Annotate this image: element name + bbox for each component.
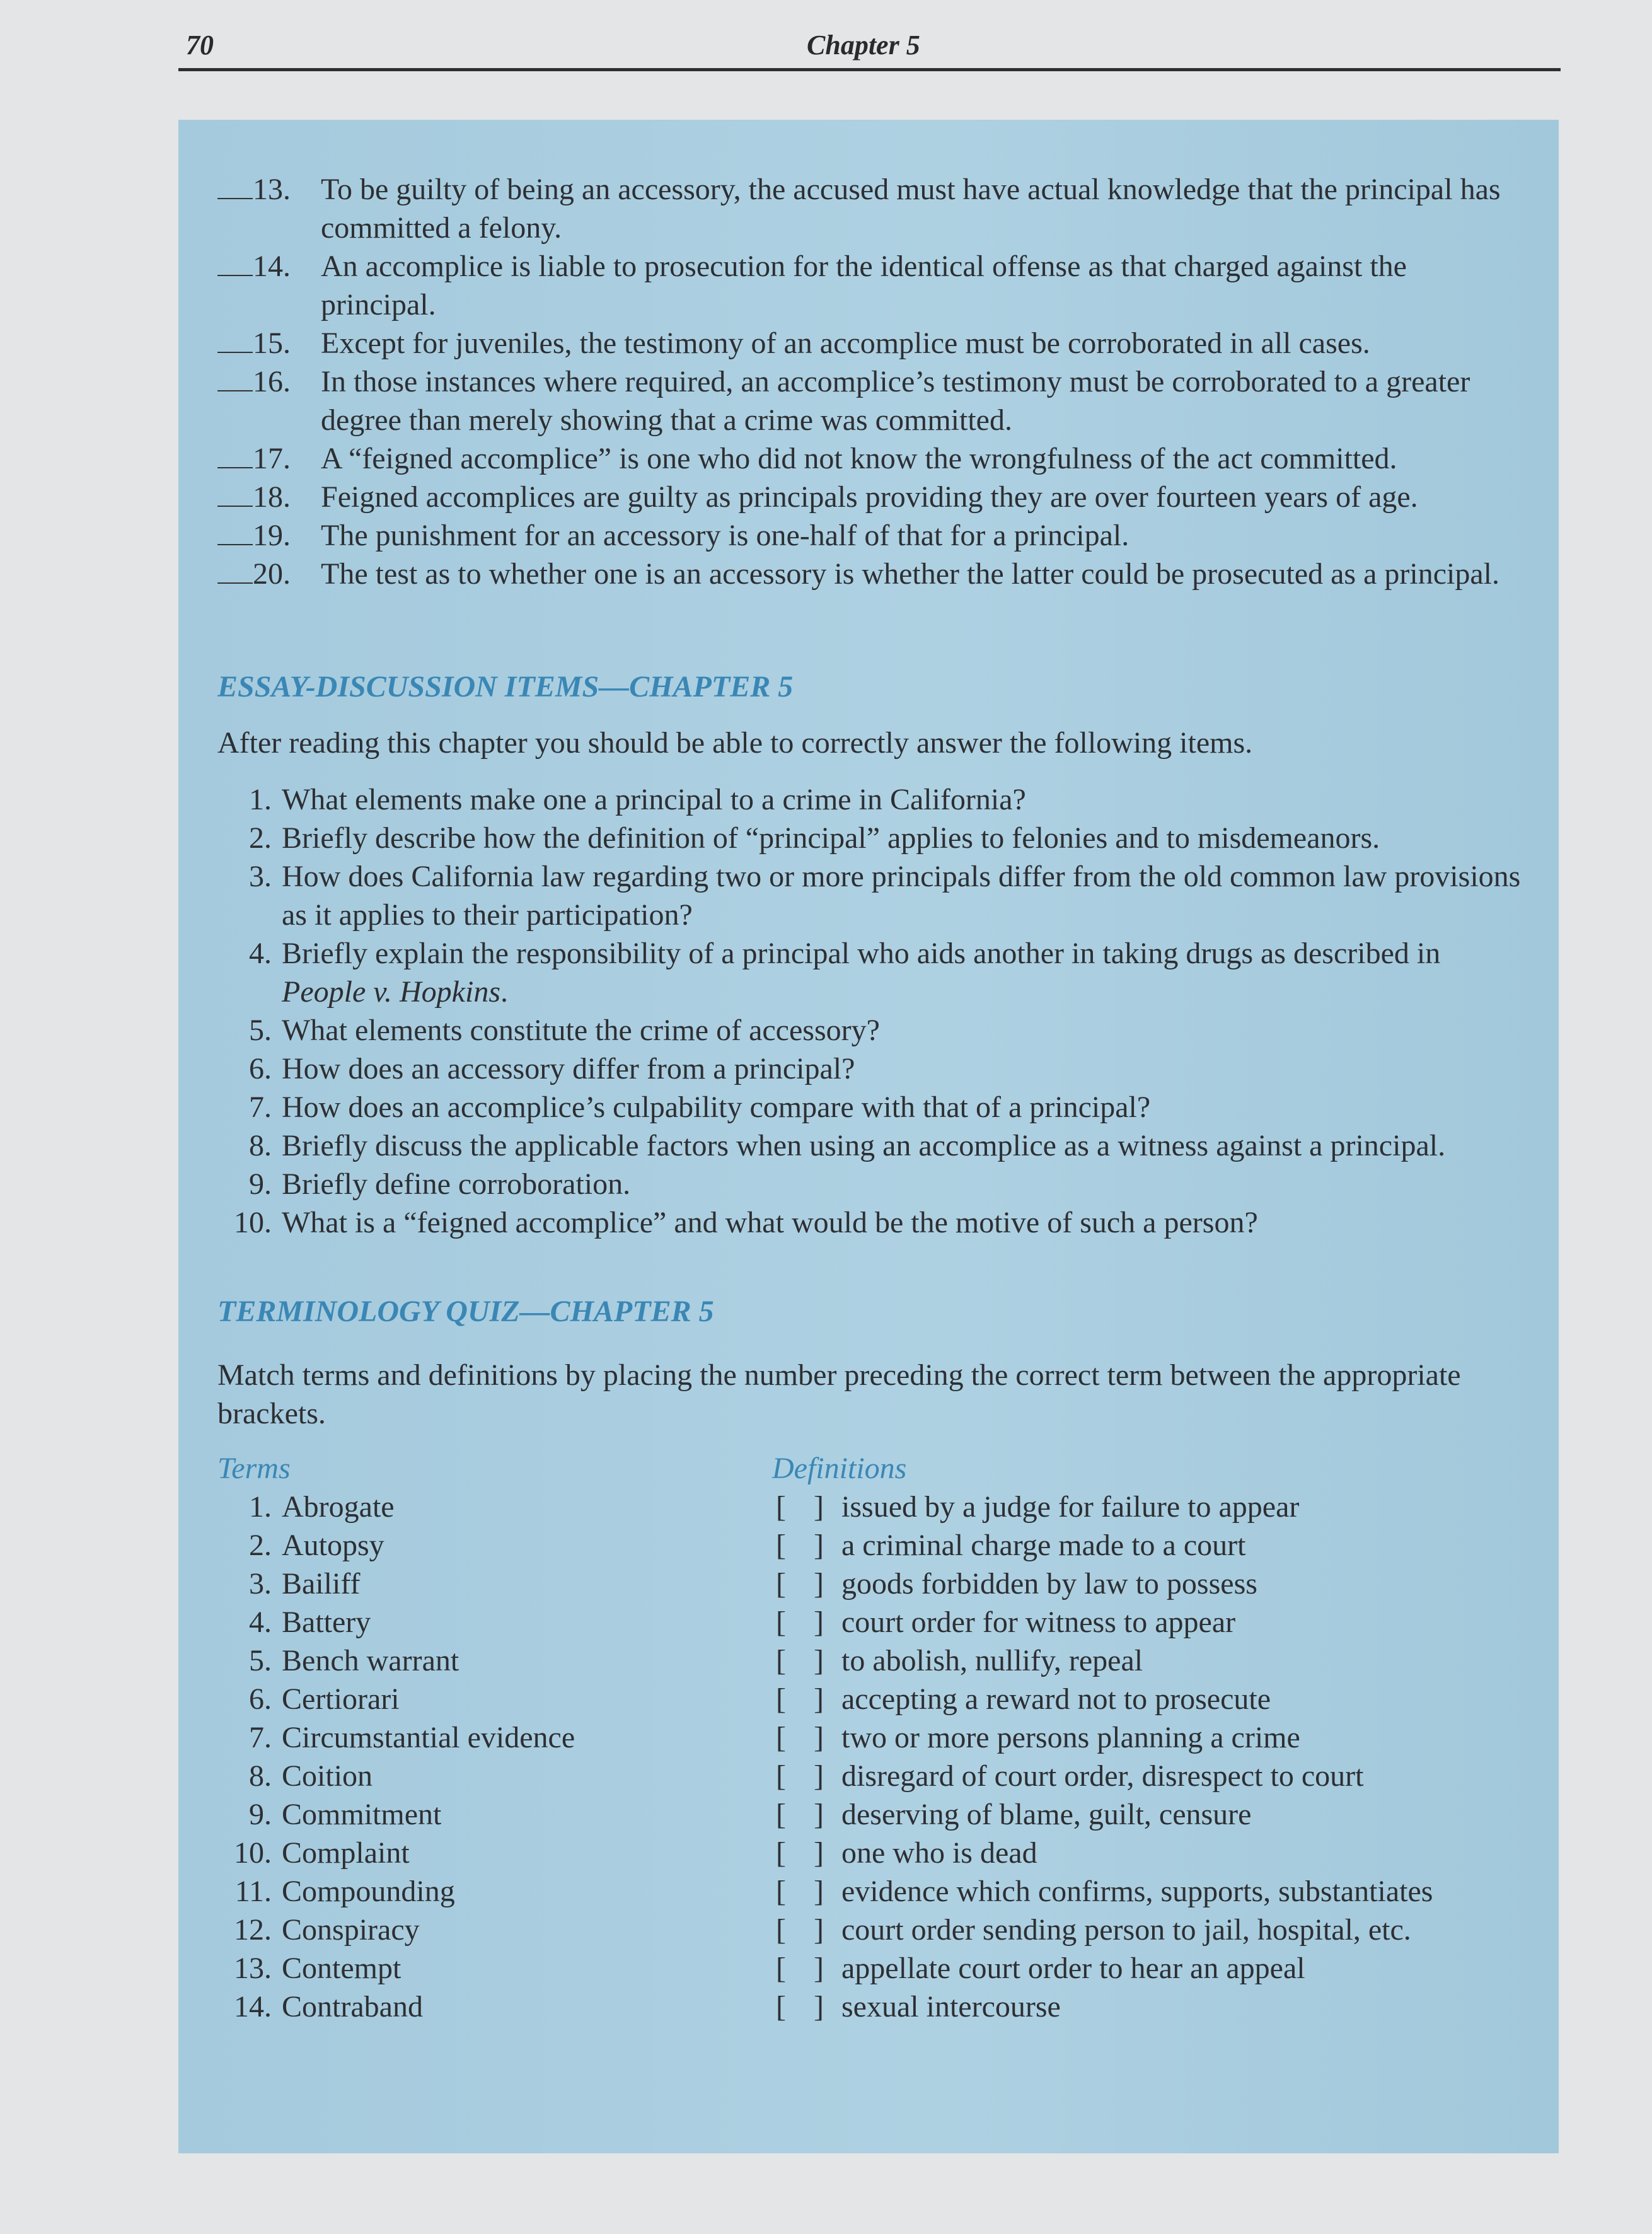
bracket-open[interactable]: [ (776, 1721, 786, 1754)
term-item (217, 1641, 772, 1680)
bracket-open[interactable]: [ (776, 1606, 786, 1639)
chapter-title: Chapter 5 (807, 30, 920, 61)
definition-text: goods forbidden by law to possess (841, 1567, 1257, 1600)
terms-list (217, 1488, 772, 2026)
true-false-item (217, 516, 1522, 555)
item-text: Feigned accomplices are guilty as principals providing they are over fourteen years of age. (321, 480, 1418, 514)
essay-item (217, 857, 1522, 934)
bracket-open[interactable]: [ (776, 1836, 786, 1870)
term-number: 3. (249, 1567, 272, 1600)
definition-item (772, 1949, 1522, 1988)
item-text: A “feigned accomplice” is one who did not know the wrongfulness of the act committed. (321, 442, 1397, 475)
term-item (217, 1718, 772, 1757)
bracket-close: ] (814, 1990, 824, 2023)
bracket-close: ] (814, 1721, 824, 1754)
essay-item (217, 780, 1522, 819)
header-rule (178, 68, 1561, 71)
bracket-close: ] (814, 1644, 824, 1677)
item-text: Briefly define corroboration. (282, 1167, 631, 1201)
answer-blank[interactable] (217, 251, 253, 276)
answer-blank[interactable] (217, 328, 253, 353)
term-text: Certiorari (282, 1682, 400, 1716)
item-number: 14. (253, 250, 291, 283)
bracket-close: ] (814, 1875, 824, 1908)
term-number: 2. (249, 1529, 272, 1562)
item-text: How does California law regarding two or more principals differ from the old common law provisions as it applies to their participation? (282, 860, 1521, 932)
term-number: 14. (234, 1990, 272, 2023)
bracket-close: ] (814, 1490, 824, 1524)
item-number: 13. (253, 173, 291, 206)
true-false-item (217, 324, 1522, 362)
item-number: 10. (234, 1206, 272, 1239)
definition-item (772, 1872, 1522, 1911)
review-content (217, 170, 1522, 2026)
item-number: 17. (253, 442, 291, 475)
item-text: Briefly describe how the definition of “principal” applies to felonies and to misdemeanors. (282, 821, 1380, 855)
bracket-open[interactable]: [ (776, 1759, 786, 1793)
item-text: Briefly discuss the applicable factors when using an accomplice as a witness against a principal. (282, 1129, 1446, 1162)
term-text: Contraband (282, 1990, 423, 2023)
item-text-wrap (282, 934, 1522, 1011)
essay-item (217, 1203, 1522, 1242)
term-item (217, 1488, 772, 1526)
essay-list (217, 780, 1522, 1242)
item-number: 7. (249, 1091, 272, 1124)
definition-text: issued by a judge for failure to appear (841, 1490, 1300, 1524)
term-item (217, 1603, 772, 1641)
definition-item (772, 1757, 1522, 1795)
answer-blank[interactable] (217, 520, 253, 545)
term-number: 9. (249, 1798, 272, 1831)
term-item (217, 1988, 772, 2026)
case-citation: People v. Hopkins (282, 975, 500, 1009)
definition-item (772, 1565, 1522, 1603)
definition-text: a criminal charge made to a court (841, 1529, 1246, 1562)
true-false-item (217, 478, 1522, 516)
item-number: 15. (253, 327, 291, 360)
item-number: 4. (249, 937, 272, 970)
definition-text: to abolish, nullify, repeal (841, 1644, 1143, 1677)
item-number: 20. (253, 557, 291, 591)
definition-text: disregard of court order, disrespect to court (841, 1759, 1364, 1793)
bracket-open[interactable]: [ (776, 1875, 786, 1908)
item-text: The punishment for an accessory is one-half of that for a principal. (321, 519, 1129, 552)
term-item (217, 1949, 772, 1988)
item-number: 19. (253, 519, 291, 552)
definition-text: sexual intercourse (841, 1990, 1061, 2023)
bracket-close: ] (814, 1759, 824, 1793)
definitions-column (772, 1449, 1522, 2026)
item-text: To be guilty of being an accessory, the accused must have actual knowledge that the principal has committed a felony. (321, 173, 1501, 245)
bracket-open[interactable]: [ (776, 1952, 786, 1985)
item-number: 2. (249, 821, 272, 855)
true-false-item (217, 362, 1522, 439)
true-false-item (217, 439, 1522, 478)
page-number: 70 (186, 30, 214, 61)
definition-item (772, 1641, 1522, 1680)
item-text: Briefly explain the responsibility of a principal who aids another in taking drugs as described in (282, 937, 1441, 970)
bracket-open[interactable]: [ (776, 1990, 786, 2023)
term-item (217, 1565, 772, 1603)
item-number: 18. (253, 480, 291, 514)
definition-item (772, 1834, 1522, 1872)
matching-quiz (217, 1449, 1522, 2026)
term-item (217, 1872, 772, 1911)
bracket-open[interactable]: [ (776, 1490, 786, 1524)
answer-blank[interactable] (217, 366, 253, 391)
answer-blank[interactable] (217, 443, 253, 468)
definition-item (772, 1795, 1522, 1834)
item-text: An accomplice is liable to prosecution for the identical offense as that charged against the principal. (321, 250, 1407, 321)
essay-intro: After reading this chapter you should be able to correctly answer the following items. (217, 726, 1253, 760)
term-number: 5. (249, 1644, 272, 1677)
item-text: What elements constitute the crime of accessory? (282, 1014, 880, 1047)
definitions-list (772, 1488, 1522, 2026)
bracket-close: ] (814, 1529, 824, 1562)
bracket-close: ] (814, 1798, 824, 1831)
essay-item (217, 1088, 1522, 1126)
term-text: Compounding (282, 1875, 455, 1908)
item-number: 16. (253, 365, 291, 398)
essay-item (217, 1126, 1522, 1165)
definition-item (772, 1911, 1522, 1949)
item-number: 1. (249, 783, 272, 816)
term-number: 7. (249, 1721, 272, 1754)
item-text: How does an accessory differ from a principal? (282, 1052, 855, 1085)
definition-item (772, 1488, 1522, 1526)
terms-heading: Terms (217, 1452, 291, 1485)
bracket-open[interactable]: [ (776, 1913, 786, 1947)
definition-text: two or more persons planning a crime (841, 1721, 1300, 1754)
item-text-wrap (282, 819, 1522, 857)
quiz-intro: Match terms and definitions by placing the number preceding the correct term between the appropriate brackets. (217, 1358, 1461, 1430)
item-text-wrap (282, 1011, 1522, 1050)
item-number: 6. (249, 1052, 272, 1085)
bracket-close: ] (814, 1836, 824, 1870)
term-text: Bench warrant (282, 1644, 459, 1677)
term-item (217, 1757, 772, 1795)
term-number: 12. (234, 1913, 272, 1947)
term-text: Complaint (282, 1836, 410, 1870)
definition-item (772, 1718, 1522, 1757)
term-text: Battery (282, 1606, 371, 1639)
definition-item (772, 1526, 1522, 1565)
definition-text: deserving of blame, guilt, censure (841, 1798, 1252, 1831)
item-text-wrap (282, 1165, 1522, 1203)
item-text-wrap (282, 857, 1522, 934)
essay-item (217, 819, 1522, 857)
item-text: What elements make one a principal to a crime in California? (282, 783, 1026, 816)
essay-item (217, 1165, 1522, 1203)
item-number: 8. (249, 1129, 272, 1162)
term-item (217, 1795, 772, 1834)
item-text-wrap (282, 1088, 1522, 1126)
term-number: 6. (249, 1682, 272, 1716)
term-text: Bailiff (282, 1567, 361, 1600)
term-number: 8. (249, 1759, 272, 1793)
bracket-close: ] (814, 1682, 824, 1716)
term-item (217, 1680, 772, 1718)
essay-item (217, 1011, 1522, 1050)
definition-text: accepting a reward not to prosecute (841, 1682, 1271, 1716)
answer-blank[interactable] (217, 558, 253, 584)
answer-blank[interactable] (217, 482, 253, 507)
true-false-item (217, 555, 1522, 593)
definition-text: court order sending person to jail, hospital, etc. (841, 1913, 1411, 1947)
term-number: 11. (234, 1875, 272, 1908)
true-false-item (217, 170, 1522, 247)
definition-text: evidence which confirms, supports, substantiates (841, 1875, 1433, 1908)
item-text: In those instances where required, an accomplice’s testimony must be corroborated to a greater degree than merely showing that a crime was committed. (321, 365, 1470, 437)
term-text: Autopsy (282, 1529, 384, 1562)
bracket-close: ] (814, 1567, 824, 1600)
bracket-open[interactable]: [ (776, 1682, 786, 1716)
item-text-wrap (282, 1050, 1522, 1088)
bracket-close: ] (814, 1952, 824, 1985)
item-text-wrap (282, 780, 1522, 819)
bracket-close: ] (814, 1606, 824, 1639)
term-text: Circumstantial evidence (282, 1721, 575, 1754)
term-text: Abrogate (282, 1490, 395, 1524)
item-number: 5. (249, 1014, 272, 1047)
term-item (217, 1526, 772, 1565)
definition-item (772, 1603, 1522, 1641)
term-text: Commitment (282, 1798, 442, 1831)
term-number: 10. (234, 1836, 272, 1870)
bracket-close: ] (814, 1913, 824, 1947)
item-text-wrap (282, 1203, 1522, 1242)
term-text: Conspiracy (282, 1913, 420, 1947)
definition-item (772, 1680, 1522, 1718)
essay-item (217, 1050, 1522, 1088)
item-number: 9. (249, 1167, 272, 1201)
item-text: What is a “feigned accomplice” and what would be the motive of such a person? (282, 1206, 1258, 1239)
bracket-open[interactable]: [ (776, 1644, 786, 1677)
definition-text: court order for witness to appear (841, 1606, 1236, 1639)
term-number: 13. (234, 1952, 272, 1985)
true-false-list (217, 170, 1522, 593)
item-text-wrap (282, 1126, 1522, 1165)
definition-text: one who is dead (841, 1836, 1037, 1870)
term-text: Coition (282, 1759, 373, 1793)
item-text-end: . (500, 975, 508, 1009)
answer-blank[interactable] (217, 174, 253, 199)
definitions-heading: Definitions (772, 1452, 907, 1485)
bracket-open[interactable]: [ (776, 1798, 786, 1831)
term-number: 1. (249, 1490, 272, 1524)
term-item (217, 1911, 772, 1949)
definition-item (772, 1988, 1522, 2026)
terms-column (217, 1449, 772, 2026)
bracket-open[interactable]: [ (776, 1529, 786, 1562)
term-item (217, 1834, 772, 1872)
item-text: How does an accomplice’s culpability compare with that of a principal? (282, 1091, 1151, 1124)
item-text: Except for juveniles, the testimony of an accomplice must be corroborated in all cases. (321, 327, 1370, 360)
bracket-open[interactable]: [ (776, 1567, 786, 1600)
definition-text: appellate court order to hear an appeal (841, 1952, 1305, 1985)
true-false-item (217, 247, 1522, 324)
term-number: 4. (249, 1606, 272, 1639)
quiz-heading: TERMINOLOGY QUIZ—CHAPTER 5 (217, 1295, 714, 1328)
item-number: 3. (249, 860, 272, 893)
essay-item (217, 934, 1522, 1011)
essay-heading: ESSAY-DISCUSSION ITEMS—CHAPTER 5 (217, 670, 794, 703)
term-text: Contempt (282, 1952, 401, 1985)
item-text: The test as to whether one is an accessory is whether the latter could be prosecuted as a principal. (321, 557, 1499, 591)
